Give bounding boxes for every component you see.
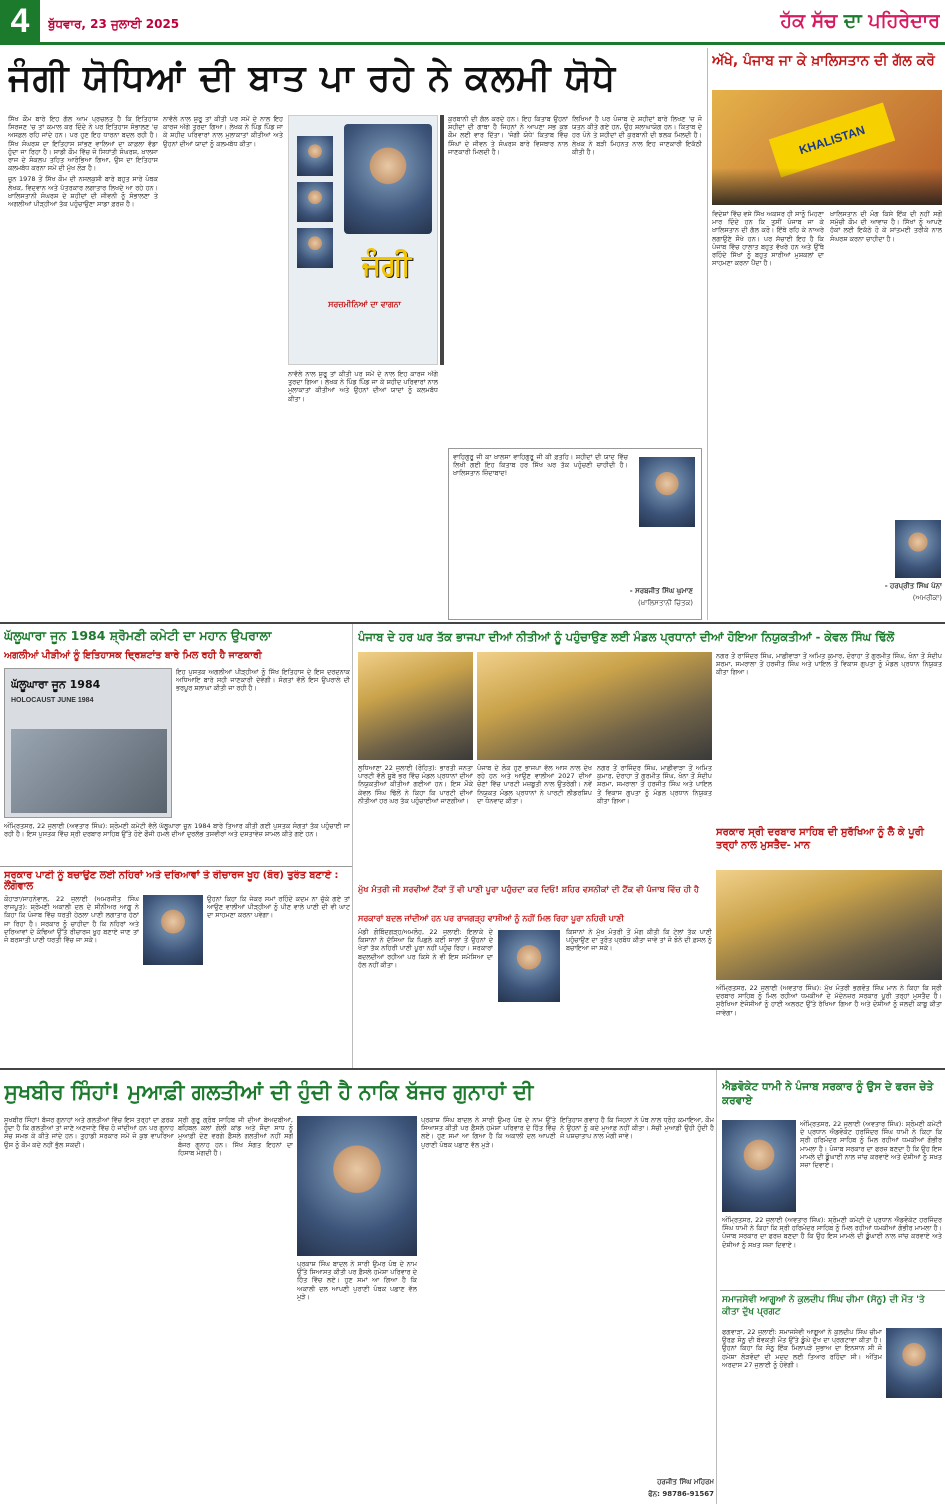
top-story-quote: ਵਾਹਿਗੁਰੂ ਜੀ ਕਾ ਖ਼ਾਲਸਾ ਵਾਹਿਗੁਰੂ ਜੀ ਕੀ ਫ਼ਤਹਿ। ਸ਼ਹੀਦਾਂ ਦੀ ਯਾਦ ਵਿੱਚ ਲਿਖੀ ਗਈ ਇਹ ਕਿਤਾਬ ਹਰ ਸਿੱਖ ਘਰ ਤੱਕ ਪਹੁੰਚਣੀ ਚਾਹੀਦੀ ਹੈ। ਖ਼ਾਲਿਸਤਾਨ ਜ਼ਿੰਦਾਬਾਦ!: [453, 453, 628, 478]
water-headline: ਸਰਕਾਰ ਪਾਣੀ ਨੂੰ ਬਚਾਉਣ ਲਈ ਨਹਿਰਾਂ ਅਤੇ ਦਰਿਆਵਾਂ ਤੇ ਰੀਚਾਰਜ ਖੂਹ (ਬੋਰ) ਤੁਰੰਤ ਬਣਾਏ : ਲੌਂਗੋਵਾਲ: [4, 870, 339, 892]
top-story-col2-para: ਨਾਵੱਲੇ ਨਾਲ ਸ਼ੁਰੂ ਤਾਂ ਕੀਤੀ ਪਰ ਸਮੇਂ ਦੇ ਨਾਲ ਇਹ ਕਾਰਜ ਅੱਗੇ ਤੁਰਦਾ ਗਿਆ। ਲੇਖਕ ਨੇ ਪਿੰਡ ਪਿੰਡ ਜਾ ਕੇ ਸ਼ਹੀਦ ਪਰਿਵਾਰਾਂ ਨਾਲ ਮੁਲਾਕਾਤਾਂ ਕੀਤੀਆਂ ਅਤੇ ਉਹਨਾਂ ਦੀਆਂ ਯਾਦਾਂ ਨੂੰ ਕਲਮਬੱਧ ਕੀਤਾ।: [163, 115, 283, 148]
khalistan-headline: ਅੱਖੇ, ਪੰਜਾਬ ਜਾ ਕੇ ਖ਼ਾਲਿਸਤਾਨ ਦੀ ਗੱਲ ਕਰੋ: [712, 53, 935, 69]
water-col2: [207, 895, 350, 1067]
book-inset-portrait-1: [297, 136, 333, 176]
author-note: (ਖ਼ਾਲਿਸਤਾਨੀ ਚਿੰਤਕ): [638, 599, 693, 607]
top-story-quote-box: [448, 448, 702, 620]
dhami-text-1: [800, 1120, 942, 1212]
book-cover-portrait: [344, 124, 432, 234]
bjp-col1: [358, 764, 473, 882]
dhami-text-2: [722, 1216, 942, 1286]
water-para-1: ਕੋਹਾੜਾ/ਸਾਹਨੇਵਾਲ, 22 ਜੁਲਾਈ (ਅਮਰਜੀਤ ਸਿੰਘ ਰਾਜਪੂਤ): ਸ਼੍ਰੋਮਣੀ ਅਕਾਲੀ ਦਲ ਦੇ ਸੀਨੀਅਰ ਆਗੂ ਨੇ ਕਿਹਾ ਕਿ ਪੰਜਾਬ ਵਿੱਚ ਧਰਤੀ ਹੇਠਲਾ ਪਾਣੀ ਲਗਾਤਾਰ ਹੇਠਾਂ ਜਾ ਰਿਹਾ ਹੈ। ਸਰਕਾਰ ਨੂੰ ਚਾਹੀਦਾ ਹੈ ਕਿ ਨਹਿਰਾਂ ਅਤੇ ਦਰਿਆਵਾਂ ਦੇ ਕੰਢਿਆਂ ਉੱਤੇ ਰੀਚਾਰਜ ਖੂਹ ਬਣਾਏ ਜਾਣ ਤਾਂ ਜੋ ਬਰਸਾਤੀ ਪਾਣੀ ਧਰਤੀ ਵਿੱਚ ਜਾ ਸਕੇ।: [4, 895, 139, 945]
sukhbir-para-3b: ਪ੍ਰਕਾਸ਼ ਸਿੰਘ ਬਾਦਲ ਨੇ ਸਾਰੀ ਉਮਰ ਪੰਥ ਦੇ ਨਾਮ ਉੱਤੇ ਸਿਆਸਤ ਕੀਤੀ ਪਰ ਫ਼ੈਸਲੇ ਹਮੇਸ਼ਾ ਪਰਿਵਾਰ ਦੇ ਹਿੱਤ ਵਿੱਚ ਲਏ। ਹੁਣ ਸਮਾਂ ਆ ਗਿਆ ਹੈ ਕਿ ਅਕਾਲੀ ਦਲ ਆਪਣੀ ਪੁਰਾਣੀ ਪੰਥਕ ਪਛਾਣ ਵੱਲ ਮੁੜੇ।: [297, 1260, 417, 1301]
sukhbir-col1: [4, 1116, 174, 1504]
top-story-col3-lower: [288, 370, 438, 620]
bjp-para-4: ਨਗਰ ਤੋਂ ਰਾਜਿੰਦਰ ਸਿੰਘ, ਮਾਛੀਵਾੜਾ ਤੋਂ ਅਮਿਤ ਕੁਮਾਰ, ਦੋਰਾਹਾ ਤੋਂ ਗੁਰਮੀਤ ਸਿੰਘ, ਖੰਨਾ ਤੋਂ ਸੰਦੀਪ ਸ਼ਰਮਾ, ਸਮਰਾਲਾ ਤੋਂ ਹਰਜੀਤ ਸਿੰਘ ਅਤੇ ਪਾਇਲ ਤੋਂ ਵਿਕਾਸ ਗੁਪਤਾ ਨੂੰ ਮੰਡਲ ਪ੍ਰਧਾਨ ਨਿਯੁਕਤ ਕੀਤਾ ਗਿਆ।: [716, 652, 942, 677]
sukhbir-phone: ਫੋਨ: 98786-91567: [648, 1490, 714, 1498]
mann-para: ਅੰਮ੍ਰਿਤਸਰ, 22 ਜੁਲਾਈ (ਅਵਤਾਰ ਸਿੰਘ): ਮੁੱਖ ਮੰਤਰੀ ਭਗਵੰਤ ਸਿੰਘ ਮਾਨ ਨੇ ਕਿਹਾ ਕਿ ਸ੍ਰੀ ਦਰਬਾਰ ਸਾਹਿਬ ਨੂੰ ਮਿਲ ਰਹੀਆਂ ਧਮਕੀਆਂ ਦੇ ਮੱਦੇਨਜ਼ਰ ਸਰਕਾਰ ਪੂਰੀ ਤਰ੍ਹਾਂ ਮੁਸਤੈਦ ਹੈ। ਸੁਰੱਖਿਆ ਏਜੰਸੀਆਂ ਨੂੰ ਹਾਈ ਅਲਰਟ ਉੱਤੇ ਰੱਖਿਆ ਗਿਆ ਹੈ ਅਤੇ ਦੋਸ਼ੀਆਂ ਨੂੰ ਜਲਦੀ ਕਾਬੂ ਕੀਤਾ ਜਾਵੇਗਾ।: [716, 984, 942, 1017]
khalistan-byline-note: (ਅਮਰੀਕਾ): [912, 594, 942, 602]
khalistan-byline: - ਹਰਪ੍ਰੀਤ ਸਿੰਘ ਪੰਨਾ: [884, 582, 942, 590]
column-divider: [707, 48, 708, 620]
sukhbir-col3-lower: [297, 1260, 417, 1504]
ghallughara-para-2: ਇਹ ਪੁਸਤਕ ਅਗਲੀਆਂ ਪੀੜ੍ਹੀਆਂ ਨੂੰ ਸਿੱਖ ਇਤਿਹਾਸ ਦੇ ਇਸ ਦਰਦਨਾਕ ਅਧਿਆਇ ਬਾਰੇ ਸਹੀ ਜਾਣਕਾਰੀ ਦੇਵੇਗੀ। ਸੰਗਤਾਂ ਵੱਲੋਂ ਇਸ ਉਪਰਾਲੇ ਦੀ ਭਰਪੂਰ ਸ਼ਲਾਘਾ ਕੀਤੀ ਜਾ ਰਹੀ ਹੈ।: [176, 668, 350, 693]
khalistan-col2-para: ਖ਼ਾਲਿਸਤਾਨ ਦੀ ਮੰਗ ਕਿਸੇ ਇੱਕ ਦੀ ਨਹੀਂ ਸਗੋਂ ਸਮੁੱਚੀ ਕੌਮ ਦੀ ਆਵਾਜ਼ ਹੈ। ਸਿੱਖਾਂ ਨੂੰ ਆਪਣੇ ਹੱਕਾਂ ਲਈ ਇਕੱਠੇ ਹੋ ਕੇ ਸ਼ਾਂਤਮਈ ਤਰੀਕੇ ਨਾਲ ਸੰਘਰਸ਼ ਕਰਨਾ ਚਾਹੀਦਾ ਹੈ।: [830, 210, 942, 243]
bjp-col4: [716, 652, 942, 822]
bjp-photo-large: [477, 652, 712, 760]
issue-date: ਬੁੱਧਵਾਰ, 23 ਜੁਲਾਈ 2025: [48, 17, 180, 31]
bjp-para-3: ਨਗਰ ਤੋਂ ਰਾਜਿੰਦਰ ਸਿੰਘ, ਮਾਛੀਵਾੜਾ ਤੋਂ ਅਮਿਤ ਕੁਮਾਰ, ਦੋਰਾਹਾ ਤੋਂ ਗੁਰਮੀਤ ਸਿੰਘ, ਖੰਨਾ ਤੋਂ ਸੰਦੀਪ ਸ਼ਰਮਾ, ਸਮਰਾਲਾ ਤੋਂ ਹਰਜੀਤ ਸਿੰਘ ਅਤੇ ਪਾਇਲ ਤੋਂ ਵਿਕਾਸ ਗੁਪਤਾ ਨੂੰ ਮੰਡਲ ਪ੍ਰਧਾਨ ਨਿਯੁਕਤ ਕੀਤਾ ਗਿਆ।: [597, 764, 712, 805]
mann-text: [716, 984, 942, 1066]
column-divider-2: [352, 624, 353, 1068]
section-rule-1: [0, 622, 945, 624]
water-photo: [143, 895, 203, 965]
top-story-col3-para: ਕੁਰਬਾਨੀ ਦੀ ਗੱਲ ਕਰਦੇ ਹਨ। ਇਹ ਕਿਤਾਬ ਉਹਨਾਂ ਸ਼ਹੀਦਾਂ ਦੀ ਗਾਥਾ ਹੈ ਜਿਹਨਾਂ ਨੇ ਆਪਣਾ ਸਭ ਕੁਝ ਕੌਮ ਲਈ ਵਾਰ ਦਿੱਤਾ। 'ਜੰਗੀ ਯੋਧੇ' ਕਿਤਾਬ ਵਿੱਚ ਸਿੰਘਾਂ ਦੇ ਜੀਵਨ ਤੇ ਸੰਘਰਸ਼ ਬਾਰੇ ਵਿਸਥਾਰ ਨਾਲ ਜਾਣਕਾਰੀ ਮਿਲਦੀ ਹੈ।: [448, 115, 568, 156]
top-story-headline: ਜੰਗੀ ਯੋਧਿਆਂ ਦੀ ਬਾਤ ਪਾ ਰਹੇ ਨੇ ਕਲਮੀ ਯੋਧੇ: [8, 58, 617, 99]
sukhbir-para-2: ਸ੍ਰੀ ਗੁਰੂ ਗ੍ਰੰਥ ਸਾਹਿਬ ਜੀ ਦੀਆਂ ਬੇਅਦਬੀਆਂ, ਬਹਿਬਲ ਕਲਾਂ ਗੋਲੀ ਕਾਂਡ ਅਤੇ ਸੌਦਾ ਸਾਧ ਨੂੰ ਮੁਆਫ਼ੀ ਦੇਣ ਵਰਗੇ ਫ਼ੈਸਲੇ ਗਲਤੀਆਂ ਨਹੀਂ ਸਗੋਂ ਬੱਜਰ ਗੁਨਾਹ ਹਨ। ਸਿੱਖ ਸੰਗਤ ਇਹਨਾਂ ਦਾ ਹਿਸਾਬ ਮੰਗਦੀ ਹੈ।: [178, 1116, 293, 1157]
water-para-2: ਉਹਨਾਂ ਕਿਹਾ ਕਿ ਜੇਕਰ ਸਮਾਂ ਰਹਿੰਦੇ ਕਦਮ ਨਾ ਚੁੱਕੇ ਗਏ ਤਾਂ ਆਉਣ ਵਾਲੀਆਂ ਪੀੜ੍ਹੀਆਂ ਨੂੰ ਪੀਣ ਵਾਲੇ ਪਾਣੀ ਦੀ ਵੀ ਘਾਟ ਦਾ ਸਾਹਮਣਾ ਕਰਨਾ ਪਵੇਗਾ।: [207, 895, 350, 920]
top-story-col4: [572, 115, 702, 445]
khalistan-col2: [830, 210, 942, 510]
section-rule-2: [0, 866, 352, 867]
bjp-col2: [477, 764, 592, 882]
sukhbir-author: ਹਰਜੀਤ ਸਿੰਘ ਮਹਿਰਮ: [657, 1478, 714, 1486]
book-cover-title: ਜੰਗੀ: [361, 248, 412, 283]
ghallughara-para-1: ਅੰਮ੍ਰਿਤਸਰ, 22 ਜੁਲਾਈ (ਅਵਤਾਰ ਸਿੰਘ): ਸ਼੍ਰੋਮਣੀ ਕਮੇਟੀ ਵੱਲੋਂ ਘੱਲੂਘਾਰਾ ਜੂਨ 1984 ਬਾਰੇ ਤਿਆਰ ਕੀਤੀ ਗਈ ਪੁਸਤਕ ਸੰਗਤਾਂ ਤੱਕ ਪਹੁੰਚਾਈ ਜਾ ਰਹੀ ਹੈ। ਇਸ ਪੁਸਤਕ ਵਿੱਚ ਸ੍ਰੀ ਦਰਬਾਰ ਸਾਹਿਬ ਉੱਤੇ ਹੋਏ ਫੌਜੀ ਹਮਲੇ ਦੀਆਂ ਦੁਰਲੱਭ ਤਸਵੀਰਾਂ ਅਤੇ ਦਸਤਾਵੇਜ਼ ਸ਼ਾਮਲ ਕੀਤੇ ਗਏ ਹਨ।: [4, 822, 350, 839]
water-col1: [4, 895, 139, 1067]
book-cover-subtitle: ਸਰਜ਼ਮੀਨਿਆਂ ਦਾ ਵਾਗਨਾ: [328, 300, 401, 309]
ghallughara-book-photo: [11, 729, 167, 813]
khalistan-col1-para: ਵਿਦੇਸ਼ਾਂ ਵਿੱਚ ਵਸੇ ਸਿੱਖ ਅਕਸਰ ਹੀ ਸਾਨੂੰ ਮਿਹਣਾ ਮਾਰ ਦਿੰਦੇ ਹਨ ਕਿ ਤੁਸੀਂ ਪੰਜਾਬ ਜਾ ਕੇ ਖ਼ਾਲਿਸਤਾਨ ਦੀ ਗੱਲ ਕਰੋ। ਇੱਥੇ ਰਹਿ ਕੇ ਨਾਅਰੇ ਲਗਾਉਣੇ ਸੌਖੇ ਹਨ। ਪਰ ਸੱਚਾਈ ਇਹ ਹੈ ਕਿ ਪੰਜਾਬ ਵਿੱਚ ਹਾਲਾਤ ਬਹੁਤ ਵੱਖਰੇ ਹਨ ਅਤੇ ਉੱਥੇ ਰਹਿੰਦੇ ਸਿੱਖਾਂ ਨੂੰ ਬਹੁਤ ਸਾਰੀਆਂ ਮੁਸ਼ਕਲਾਂ ਦਾ ਸਾਹਮਣਾ ਕਰਨਾ ਪੈਂਦਾ ਹੈ।: [712, 210, 824, 268]
obituary-headline: ਸਮਾਜਸੇਵੀ ਆਗੂਆਂ ਨੇ ਕੁਲਦੀਪ ਸਿੰਘ ਚੀਮਾ (ਸੋਨੂ) ਦੀ ਮੌਤ 'ਤੇ ਕੀਤਾ ਦੁੱਖ ਪ੍ਰਗਟ: [722, 1295, 925, 1317]
sukhbir-para-4: ਇਤਿਹਾਸ ਗਵਾਹ ਹੈ ਕਿ ਜਿਹਨਾਂ ਨੇ ਪੰਥ ਨਾਲ ਧ੍ਰੋਹ ਕਮਾਇਆ, ਕੌਮ ਨੇ ਉਹਨਾਂ ਨੂੰ ਕਦੇ ਮੁਆਫ਼ ਨਹੀਂ ਕੀਤਾ। ਸੱਚੀ ਮੁਆਫ਼ੀ ਉਹੀ ਹੁੰਦੀ ਹੈ ਜੋ ਪਸ਼ਚਾਤਾਪ ਨਾਲ ਮੰਗੀ ਜਾਵੇ।: [560, 1116, 714, 1141]
top-story-col4-para: ਲਿਖਿਆਂ ਹੈ ਪਰ ਪੰਜਾਬ ਦੇ ਸ਼ਹੀਦਾਂ ਬਾਰੇ ਲਿਖਣ 'ਚ ਜੋ ਯਤਨ ਕੀਤੇ ਗਏ ਹਨ, ਉਹ ਸ਼ਲਾਘਾਯੋਗ ਹਨ। ਕਿਤਾਬ ਦੇ ਹਰ ਪੰਨੇ ਤੇ ਸ਼ਹੀਦਾਂ ਦੀ ਕੁਰਬਾਨੀ ਦੀ ਝਲਕ ਮਿਲਦੀ ਹੈ। ਲੇਖਕ ਨੇ ਬੜੀ ਮਿਹਨਤ ਨਾਲ ਇਹ ਜਾਣਕਾਰੀ ਇਕੱਠੀ ਕੀਤੀ ਹੈ।: [572, 115, 702, 156]
top-story-col1b-para: ਜੂਨ 1978 ਤੋਂ ਸਿੱਖ ਕੌਮ ਦੀ ਨਸਲਕੁਸ਼ੀ ਬਾਰੇ ਬਹੁਤ ਸਾਰੇ ਪੰਥਕ ਲੇਖਕ, ਵਿਦਵਾਨ ਅਤੇ ਪੱਤਰਕਾਰ ਲਗਾਤਾਰ ਲਿਖਦੇ ਆ ਰਹੇ ਹਨ। ਖ਼ਾਲਿਸਤਾਨੀ ਸੰਘਰਸ਼ ਦੇ ਸ਼ਹੀਦਾਂ ਦੀ ਜੀਵਨੀ ਨੂੰ ਸੰਭਾਲਣਾ ਤੇ ਅਗਲੀਆਂ ਪੀੜ੍ਹੀਆਂ ਤੱਕ ਪਹੁੰਚਾਉਣਾ ਸਾਡਾ ਫ਼ਰਜ਼ ਹੈ।: [8, 175, 158, 209]
sukhbir-headline: ਸੁਖਬੀਰ ਸਿੰਹਾਂ! ਮੁਆਫ਼ੀ ਗਲਤੀਆਂ ਦੀ ਹੁੰਦੀ ਹੈ ਨਾਕਿ ਬੱਜਰ ਗੁਨਾਹਾਂ ਦੀ: [4, 1080, 534, 1104]
dhami-headline: ਐਡਵੋਕੇਟ ਧਾਮੀ ਨੇ ਪੰਜਾਬ ਸਰਕਾਰ ਨੂੰ ਉਸ ਦੇ ਫਰਜ ਚੇਤੇ ਕਰਵਾਏ: [722, 1081, 934, 1107]
dhami-photo: [722, 1120, 796, 1212]
bjp-para-2: ਪੰਜਾਬ ਦੇ ਲੋਕ ਹੁਣ ਭਾਜਪਾ ਵੱਲ ਆਸ ਨਾਲ ਦੇਖ ਰਹੇ ਹਨ ਅਤੇ ਆਉਣ ਵਾਲੀਆਂ 2027 ਦੀਆਂ ਚੋਣਾਂ ਵਿੱਚ ਪਾਰਟੀ ਮਜ਼ਬੂਤੀ ਨਾਲ ਉਤਰੇਗੀ। ਨਵੇਂ ਨਿਯੁਕਤ ਮੰਡਲ ਪ੍ਰਧਾਨਾਂ ਨੇ ਪਾਰਟੀ ਲੀਡਰਸ਼ਿਪ ਦਾ ਧੰਨਵਾਦ ਕੀਤਾ।: [477, 764, 592, 805]
ghallughara-book-title-en: HOLOCAUST JUNE 1984: [11, 697, 94, 704]
sukhbir-para-1: ਸੁਖਬੀਰ ਸਿੰਹਾਂ! ਬੱਜਰ ਗੁਨਾਹਾਂ ਅਤੇ ਗਲਤੀਆਂ ਵਿੱਚ ਇਸ ਤਰ੍ਹਾਂ ਦਾ ਫ਼ਰਕ ਹੁੰਦਾ ਹੈ ਕਿ ਗਲਤੀਆਂ ਤਾਂ ਜਾਣੇ ਅਣਜਾਣੇ ਵਿੱਚ ਹੋ ਜਾਂਦੀਆਂ ਹਨ ਪਰ ਗੁਨਾਹ ਸੋਚ ਸਮਝ ਕੇ ਕੀਤੇ ਜਾਂਦੇ ਹਨ। ਤੁਹਾਡੀ ਸਰਕਾਰ ਸਮੇਂ ਜੋ ਕੁਝ ਵਾਪਰਿਆ ਉਸ ਨੂੰ ਕੌਮ ਕਦੇ ਨਹੀਂ ਭੁੱਲ ਸਕਦੀ।: [4, 1116, 174, 1149]
khalistan-photo: [712, 90, 942, 205]
obituary-para: ਫਗਵਾੜਾ, 22 ਜੁਲਾਈ: ਸਮਾਜਸੇਵੀ ਆਗੂਆਂ ਨੇ ਕੁਲਦੀਪ ਸਿੰਘ ਚੀਮਾ ਉਰਫ਼ ਸੋਨੂ ਦੀ ਬੇਵਕਤੀ ਮੌਤ ਉੱਤੇ ਡੂੰਘੇ ਦੁੱਖ ਦਾ ਪ੍ਰਗਟਾਵਾ ਕੀਤਾ ਹੈ। ਉਹਨਾਂ ਕਿਹਾ ਕਿ ਸੋਨੂ ਇੱਕ ਮਿਲਾਪੜੇ ਸੁਭਾਅ ਦਾ ਇਨਸਾਨ ਸੀ ਜੋ ਹਮੇਸ਼ਾ ਲੋੜਵੰਦਾਂ ਦੀ ਮਦਦ ਲਈ ਤਿਆਰ ਰਹਿੰਦਾ ਸੀ। ਅੰਤਿਮ ਅਰਦਾਸ 27 ਜੁਲਾਈ ਨੂੰ ਹੋਵੇਗੀ।: [722, 1328, 882, 1369]
section-rule-4: [720, 1290, 945, 1291]
sukhbir-photo: [297, 1116, 417, 1256]
ghallughara-col2: [176, 668, 350, 818]
ghallughara-subhead: ਅਗਲੀਆਂ ਪੀੜੀਆਂ ਨੂੰ ਇਤਿਹਾਸਕ ਦ੍ਰਿਸ਼ਟਾਂਤ ਬਾਰੇ ਮਿਲ ਰਹੀ ਹੈ ਜਾਣਕਾਰੀ: [4, 650, 262, 661]
section-rule-3: [0, 1068, 945, 1070]
tanker-para-2: ਕਿਸਾਨਾਂ ਨੇ ਮੁੱਖ ਮੰਤਰੀ ਤੋਂ ਮੰਗ ਕੀਤੀ ਕਿ ਟੇਲਾਂ ਤੱਕ ਪਾਣੀ ਪਹੁੰਚਾਉਣ ਦਾ ਤੁਰੰਤ ਪ੍ਰਬੰਧ ਕੀਤਾ ਜਾਵੇ ਤਾਂ ਜੋ ਝੋਨੇ ਦੀ ਫ਼ਸਲ ਨੂੰ ਬਚਾਇਆ ਜਾ ਸਕੇ।: [566, 928, 712, 953]
book-inset-portrait-3: [297, 228, 333, 268]
khalistan-col1: [712, 210, 824, 618]
book-spine: [440, 115, 444, 365]
column-divider-3: [716, 1070, 717, 1504]
dhami-para: ਅੰਮ੍ਰਿਤਸਰ, 22 ਜੁਲਾਈ (ਅਵਤਾਰ ਸਿੰਘ): ਸ਼੍ਰੋਮਣੀ ਕਮੇਟੀ ਦੇ ਪ੍ਰਧਾਨ ਐਡਵੋਕੇਟ ਹਰਜਿੰਦਰ ਸਿੰਘ ਧਾਮੀ ਨੇ ਕਿਹਾ ਕਿ ਸ੍ਰੀ ਹਰਿਮੰਦਰ ਸਾਹਿਬ ਨੂੰ ਮਿਲ ਰਹੀਆਂ ਧਮਕੀਆਂ ਗੰਭੀਰ ਮਾਮਲਾ ਹੈ। ਪੰਜਾਬ ਸਰਕਾਰ ਦਾ ਫਰਜ਼ ਬਣਦਾ ਹੈ ਕਿ ਉਹ ਇਸ ਮਾਮਲੇ ਦੀ ਡੂੰਘਾਈ ਨਾਲ ਜਾਂਚ ਕਰਵਾਏ ਅਤੇ ਦੋਸ਼ੀਆਂ ਨੂੰ ਸਖ਼ਤ ਸਜ਼ਾ ਦਿਵਾਏ।: [800, 1120, 942, 1170]
top-story-col2: [163, 115, 283, 620]
khalistan-author-photo: [895, 520, 941, 578]
sukhbir-col4: [560, 1116, 714, 1476]
logo-left: ਹੱਕ ਸੱਚ: [780, 10, 838, 32]
tanker-subhead: ਸਰਕਾਰਾਂ ਬਦਲ ਜਾਂਦੀਆਂ ਹਨ ਪਰ ਰਾਜਗੜ੍ਹ ਵਾਸੀਆਂ ਨੂੰ ਨਹੀਂ ਮਿਲ ਰਿਹਾ ਪੂਰਾ ਨਹਿਰੀ ਪਾਣੀ: [358, 914, 624, 923]
mann-headline: ਸਰਕਾਰ ਸ੍ਰੀ ਦਰਬਾਰ ਸਾਹਿਬ ਦੀ ਸੁਰੱਖਿਆ ਨੂੰ ਲੈ ਕੇ ਪੂਰੀ ਤਰ੍ਹਾਂ ਨਾਲ ਮੁਸਤੈਦ- ਮਾਨ: [716, 827, 924, 851]
sukhbir-col2: [178, 1116, 293, 1504]
ghallughara-headline: ਘੱਲੂਘਾਰਾ ਜੂਨ 1984 ਸ਼੍ਰੋਮਣੀ ਕਮੇਟੀ ਦਾ ਮਹਾਨ ਉਪਰਾਲਾ: [4, 628, 272, 643]
khalistan-flag: KHALISTAN: [769, 102, 895, 177]
top-story-col1: [8, 115, 158, 620]
logo-da: ਦਾ: [843, 10, 862, 32]
tanker-headline: ਮੁੱਖ ਮੰਤਰੀ ਜੀ ਸਰਵੀਆਂ ਟੈਂਕਾਂ ਤੋਂ ਵੀ ਪਾਣੀ ਪੂਰਾ ਪਹੁੰਚਦਾ ਕਰ ਦਿਓ! ਸ਼ਹਿਰ ਵਸਨੀਕਾਂ ਦੀ ਟੈਂਕ ਵੀ ਪੰਜਾਬ ਵਿੱਚ ਹੀ ਹੈ: [358, 884, 700, 894]
page-number: 4: [0, 0, 40, 42]
ghallughara-col1: [4, 822, 350, 862]
logo-right: ਪਹਿਰੇਦਾਰ: [868, 10, 940, 32]
bjp-para-1: ਲੁਧਿਆਣਾ 22 ਜੁਲਾਈ (ਰੋਹਿਤ): ਭਾਰਤੀ ਜਨਤਾ ਪਾਰਟੀ ਵੱਲੋਂ ਸੂਬੇ ਭਰ ਵਿੱਚ ਮੰਡਲ ਪ੍ਰਧਾਨਾਂ ਦੀਆਂ ਨਿਯੁਕਤੀਆਂ ਕੀਤੀਆਂ ਗਈਆਂ ਹਨ। ਇਸ ਮੌਕੇ ਕੇਵਲ ਸਿੰਘ ਢਿੱਲੋਂ ਨੇ ਕਿਹਾ ਕਿ ਪਾਰਟੀ ਦੀਆਂ ਨੀਤੀਆਂ ਹਰ ਘਰ ਤੱਕ ਪਹੁੰਚਾਈਆਂ ਜਾਣਗੀਆਂ।: [358, 764, 473, 805]
tanker-col2: [566, 928, 712, 1066]
bjp-col3: [597, 764, 712, 882]
tanker-col1: [358, 928, 493, 1066]
ghallughara-book: [4, 668, 172, 818]
tanker-para-1: ਮੰਡੀ ਗੋਬਿੰਦਗੜ੍ਹ/ਅਮਲੋਹ, 22 ਜੁਲਾਈ: ਇਲਾਕੇ ਦੇ ਕਿਸਾਨਾਂ ਨੇ ਦੱਸਿਆ ਕਿ ਪਿਛਲੇ ਕਈ ਸਾਲਾਂ ਤੋਂ ਉਹਨਾਂ ਦੇ ਖੇਤਾਂ ਤੱਕ ਨਹਿਰੀ ਪਾਣੀ ਪੂਰਾ ਨਹੀਂ ਪਹੁੰਚ ਰਿਹਾ। ਸਰਕਾਰਾਂ ਬਦਲਦੀਆਂ ਰਹੀਆਂ ਪਰ ਕਿਸੇ ਨੇ ਵੀ ਇਸ ਸਮੱਸਿਆ ਦਾ ਹੱਲ ਨਹੀਂ ਕੀਤਾ।: [358, 928, 493, 969]
author-sign: - ਸਰਬਜੀਤ ਸਿੰਘ ਘੁਮਾਣ: [629, 587, 693, 595]
author-photo: [639, 457, 695, 527]
sukhbir-para-3: ਪ੍ਰਕਾਸ਼ ਸਿੰਘ ਬਾਦਲ ਨੇ ਸਾਰੀ ਉਮਰ ਪੰਥ ਦੇ ਨਾਮ ਉੱਤੇ ਸਿਆਸਤ ਕੀਤੀ ਪਰ ਫ਼ੈਸਲੇ ਹਮੇਸ਼ਾ ਪਰਿਵਾਰ ਦੇ ਹਿੱਤ ਵਿੱਚ ਲਏ। ਹੁਣ ਸਮਾਂ ਆ ਗਿਆ ਹੈ ਕਿ ਅਕਾਲੀ ਦਲ ਆਪਣੀ ਪੁਰਾਣੀ ਪੰਥਕ ਪਛਾਣ ਵੱਲ ਮੁੜੇ।: [421, 1116, 556, 1149]
mann-photo: [716, 870, 942, 980]
obituary-text: [722, 1328, 882, 1504]
header-rule: [0, 42, 945, 45]
obituary-photo: [886, 1328, 942, 1398]
masthead-logo: [730, 4, 940, 38]
top-story-col3-lower-para: ਨਾਵੱਲੇ ਨਾਲ ਸ਼ੁਰੂ ਤਾਂ ਕੀਤੀ ਪਰ ਸਮੇਂ ਦੇ ਨਾਲ ਇਹ ਕਾਰਜ ਅੱਗੇ ਤੁਰਦਾ ਗਿਆ। ਲੇਖਕ ਨੇ ਪਿੰਡ ਪਿੰਡ ਜਾ ਕੇ ਸ਼ਹੀਦ ਪਰਿਵਾਰਾਂ ਨਾਲ ਮੁਲਾਕਾਤਾਂ ਕੀਤੀਆਂ ਅਤੇ ਉਹਨਾਂ ਦੀਆਂ ਯਾਦਾਂ ਨੂੰ ਕਲਮਬੱਧ ਕੀਤਾ।: [288, 370, 438, 403]
ghallughara-book-title: ਘੱਲੂਘਾਰਾ ਜੂਨ 1984: [11, 678, 101, 691]
bjp-headline: ਪੰਜਾਬ ਦੇ ਹਰ ਘਰ ਤੱਕ ਭਾਜਪਾ ਦੀਆਂ ਨੀਤੀਆਂ ਨੂੰ ਪਹੁੰਚਾਉਣ ਲਈ ਮੰਡਲ ਪ੍ਰਧਾਨਾਂ ਦੀਆਂ ਹੋਇਆ ਨਿਯੁਕਤੀਆਂ - ਕੇਵਲ ਸਿੰਘ ਢਿੱਲੋਂ: [358, 630, 895, 644]
dhami-para-2: ਅੰਮ੍ਰਿਤਸਰ, 22 ਜੁਲਾਈ (ਅਵਤਾਰ ਸਿੰਘ): ਸ਼੍ਰੋਮਣੀ ਕਮੇਟੀ ਦੇ ਪ੍ਰਧਾਨ ਐਡਵੋਕੇਟ ਹਰਜਿੰਦਰ ਸਿੰਘ ਧਾਮੀ ਨੇ ਕਿਹਾ ਕਿ ਸ੍ਰੀ ਹਰਿਮੰਦਰ ਸਾਹਿਬ ਨੂੰ ਮਿਲ ਰਹੀਆਂ ਧਮਕੀਆਂ ਗੰਭੀਰ ਮਾਮਲਾ ਹੈ। ਪੰਜਾਬ ਸਰਕਾਰ ਦਾ ਫਰਜ਼ ਬਣਦਾ ਹੈ ਕਿ ਉਹ ਇਸ ਮਾਮਲੇ ਦੀ ਡੂੰਘਾਈ ਨਾਲ ਜਾਂਚ ਕਰਵਾਏ ਅਤੇ ਦੋਸ਼ੀਆਂ ਨੂੰ ਸਖ਼ਤ ਸਜ਼ਾ ਦਿਵਾਏ।: [722, 1216, 942, 1249]
book-inset-portrait-2: [297, 182, 333, 222]
bjp-photo-small: [358, 652, 473, 760]
sukhbir-col3: [421, 1116, 556, 1504]
book-cover: [288, 115, 438, 365]
crowd-shadow: [712, 168, 942, 205]
tanker-photo: [498, 930, 560, 1002]
top-story-col1-para: ਸਿੱਖ ਕੌਮ ਬਾਰੇ ਇਹ ਗੱਲ ਆਮ ਪ੍ਰਚਲਤ ਹੈ ਕਿ ਇਤਿਹਾਸ ਸਿਰਜਣ 'ਚ ਤਾਂ ਕਮਾਲ ਕਰ ਦਿੰਦੇ ਨੇ ਪਰ ਇਤਿਹਾਸ ਸੰਭਾਲਣ 'ਚ ਅਸਫ਼ਲ ਰਹਿ ਜਾਂਦੇ ਹਨ। ਪਰ ਹੁਣ ਇਹ ਧਾਰਨਾ ਬਦਲ ਰਹੀ ਹੈ। ਸਿੱਖ ਸੰਘਰਸ਼ ਦਾ ਇਤਿਹਾਸ ਸਾਂਭਣ ਵਾਲਿਆਂ ਦਾ ਕਾਫ਼ਲਾ ਵੱਡਾ ਹੁੰਦਾ ਜਾ ਰਿਹਾ ਹੈ। ਸਾਡੀ ਕੌਮ ਵਿੱਚ ਜੋ ਸਿਧਾਂਤੀ ਸੰਘਰਸ਼, ਖ਼ਾਲਸਾ ਰਾਜ ਦੇ ਸੰਕਲਪ ਤਹਿਤ ਆਰੰਭਿਆ ਗਿਆ, ਉਸ ਦਾ ਇਤਿਹਾਸ ਕਲਮਬੱਧ ਕਰਨਾ ਸਮੇਂ ਦੀ ਮੁੱਖ ਲੋੜ ਹੈ।: [8, 115, 158, 173]
